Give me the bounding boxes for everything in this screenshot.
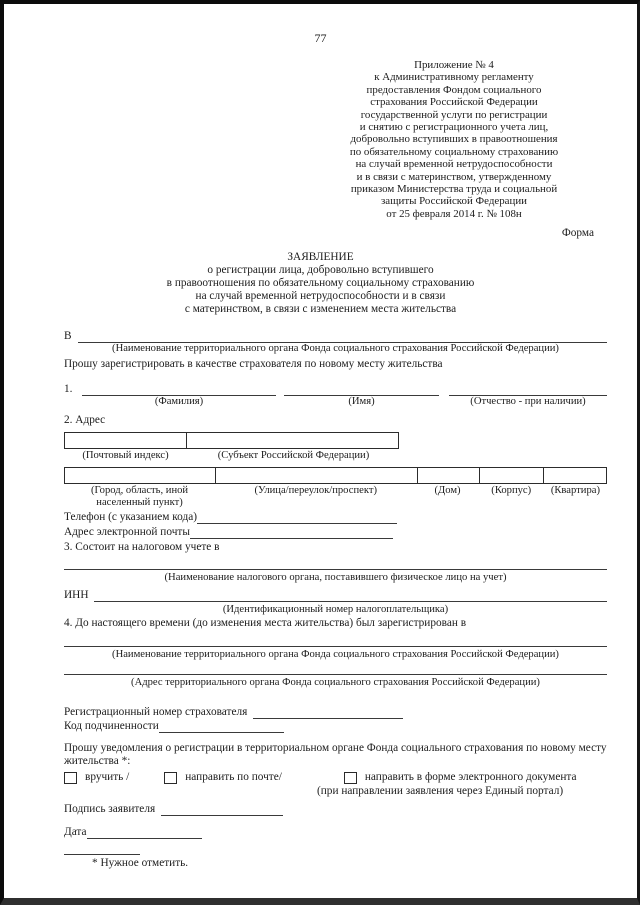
- tax-registration-label: 3. Состоит на налоговом учете в: [64, 541, 220, 554]
- appendix-line: по обязательному социальному страхованию: [349, 145, 559, 158]
- appendix-line: от 25 февраля 2014 г. № 108н: [386, 207, 522, 220]
- form-body: [64, 330, 607, 870]
- subordination-row: [64, 720, 607, 733]
- send-by-mail-checkbox[interactable]: [164, 772, 177, 784]
- signature-row: [64, 803, 607, 816]
- request-text: Прошу зарегистрировать в качестве страхователя по новому месту жительства: [64, 358, 443, 371]
- notification-request-line: жительства *:: [64, 755, 131, 768]
- email-row: [64, 526, 607, 539]
- phone-input-line[interactable]: [197, 511, 397, 524]
- surname-input-line[interactable]: [82, 383, 276, 396]
- electronic-option-note: (при направлении заявления через Единый портал): [317, 785, 564, 798]
- title-line: в правоотношения по обязательному социальному страхованию: [166, 277, 475, 290]
- surname-column: [82, 383, 276, 408]
- apartment-caption: (Квартира): [550, 485, 600, 497]
- notification-request-text: [64, 742, 607, 768]
- previous-body-address-caption: (Адрес территориального органа Фонда социального страхования Российской Федерации): [131, 677, 540, 689]
- address-row-1: [64, 432, 607, 449]
- region-caption: (Субъект Российской Федерации): [217, 450, 370, 462]
- appendix-line: на случай временной нетрудоспособности: [355, 158, 553, 171]
- phone-row: [64, 511, 607, 524]
- building-box[interactable]: [479, 467, 545, 484]
- reg-number-row: [64, 706, 607, 719]
- to-prefix: В: [64, 330, 72, 343]
- appendix-block: [311, 59, 597, 220]
- house-box[interactable]: [417, 467, 480, 484]
- firstname-caption: (Имя): [348, 396, 375, 408]
- address-label: 2. Адрес: [64, 414, 106, 427]
- signature-input-line[interactable]: [161, 803, 283, 816]
- territorial-body-row: [64, 330, 607, 343]
- date-label: Дата: [64, 826, 87, 839]
- appendix-line: добровольно вступивших в правоотношения: [350, 133, 558, 146]
- house-caption: (Дом): [434, 485, 461, 497]
- address-row-2-captions: [64, 485, 607, 509]
- reg-number-label: Регистрационный номер страхователя: [64, 706, 248, 719]
- patronymic-column: [449, 383, 607, 408]
- territorial-body-caption: (Наименование территориального органа Фонда социального страхования Российской Федерации): [112, 343, 559, 355]
- previous-body-address-input-line[interactable]: [64, 674, 607, 675]
- previous-body-input-line[interactable]: [64, 646, 607, 647]
- date-input-line[interactable]: [87, 826, 202, 839]
- address-row-2: [64, 467, 607, 484]
- deliver-in-person-label: вручить /: [85, 771, 130, 784]
- appendix-line: государственной услуги по регистрации: [360, 108, 548, 121]
- tax-authority-caption: (Наименование налогового органа, поставившего физическое лицо на учет): [164, 572, 507, 584]
- inn-caption: (Идентификационный номер налогоплательщика): [222, 604, 449, 616]
- appendix-line: защиты Российской Федерации: [381, 195, 527, 208]
- title-line: на случай временной нетрудоспособности и в связи: [195, 290, 446, 303]
- title-line: ЗАЯВЛЕНИЕ: [287, 251, 354, 264]
- inn-row: [64, 589, 607, 602]
- inn-input-line[interactable]: [94, 589, 607, 602]
- postal-code-caption: (Почтовый индекс): [82, 450, 169, 462]
- surname-caption: (Фамилия): [154, 396, 204, 408]
- city-box[interactable]: [64, 467, 216, 484]
- signature-label: Подпись заявителя: [64, 803, 156, 816]
- send-electronic-checkbox[interactable]: [344, 772, 357, 784]
- footnote-text: * Нужное отметить.: [92, 857, 189, 870]
- subordination-code-input-line[interactable]: [159, 720, 284, 733]
- subordination-label: Код подчиненности: [64, 720, 159, 733]
- full-name-row: [64, 383, 607, 408]
- patronymic-caption: (Отчество - при наличии): [470, 396, 586, 408]
- email-input-line[interactable]: [190, 526, 393, 539]
- notification-request-line: Прошу уведомления о регистрации в территориальном органе Фонда социального страхования по новому месту: [64, 742, 607, 755]
- form-label: Форма: [561, 227, 594, 240]
- tax-authority-input-line[interactable]: [64, 569, 607, 570]
- appendix-line: страхования Российской Федерации: [370, 96, 538, 109]
- deliver-in-person-checkbox[interactable]: [64, 772, 77, 784]
- appendix-line: Приложение № 4: [414, 59, 494, 71]
- footnote-separator: [64, 854, 140, 855]
- date-row: [64, 826, 607, 839]
- send-electronic-label: направить в форме электронного документа: [364, 771, 577, 784]
- item1-number: 1.: [64, 383, 73, 396]
- notification-options-row: [64, 771, 607, 784]
- title-line: о регистрации лица, добровольно вступившего: [207, 264, 434, 277]
- appendix-line: и снятию с регистрационного учета лиц,: [359, 121, 549, 134]
- appendix-line: предоставления Фондом социального: [366, 83, 542, 96]
- region-box[interactable]: [186, 432, 399, 449]
- previous-body-caption: (Наименование территориального органа Фонда социального страхования Российской Федерации): [112, 649, 559, 661]
- reg-number-input-line[interactable]: [253, 706, 403, 719]
- appendix-line: к Административному регламенту: [374, 71, 534, 84]
- appendix-line: приказом Министерства труда и социальной: [350, 183, 558, 196]
- firstname-column: [284, 383, 439, 408]
- postal-code-box[interactable]: [64, 432, 187, 449]
- apartment-box[interactable]: [543, 467, 607, 484]
- page-number: 77: [314, 31, 327, 45]
- patronymic-input-line[interactable]: [449, 383, 607, 396]
- phone-label: Телефон (с указанием кода): [64, 511, 198, 524]
- document-title: [4, 251, 637, 316]
- inn-label: ИНН: [64, 589, 89, 602]
- appendix-line: и в связи с материнством, утвержденному: [356, 170, 552, 183]
- send-by-mail-label: направить по почте/: [185, 771, 282, 784]
- address-row-1-captions: [64, 450, 607, 462]
- territorial-body-input-line[interactable]: [78, 330, 607, 343]
- title-line: с материнством, в связи с изменением места жительства: [184, 303, 457, 316]
- city-caption: (Город, область, иной населенный пункт): [90, 485, 189, 509]
- street-box[interactable]: [215, 467, 418, 484]
- email-label: Адрес электронной почты: [64, 526, 190, 539]
- previous-registration-label: 4. До настоящего времени (до изменения места жительства) был зарегистрирован в: [64, 617, 467, 630]
- building-caption: (Корпус): [491, 485, 532, 497]
- firstname-input-line[interactable]: [284, 383, 439, 396]
- street-caption: (Улица/переулок/проспект): [254, 485, 377, 497]
